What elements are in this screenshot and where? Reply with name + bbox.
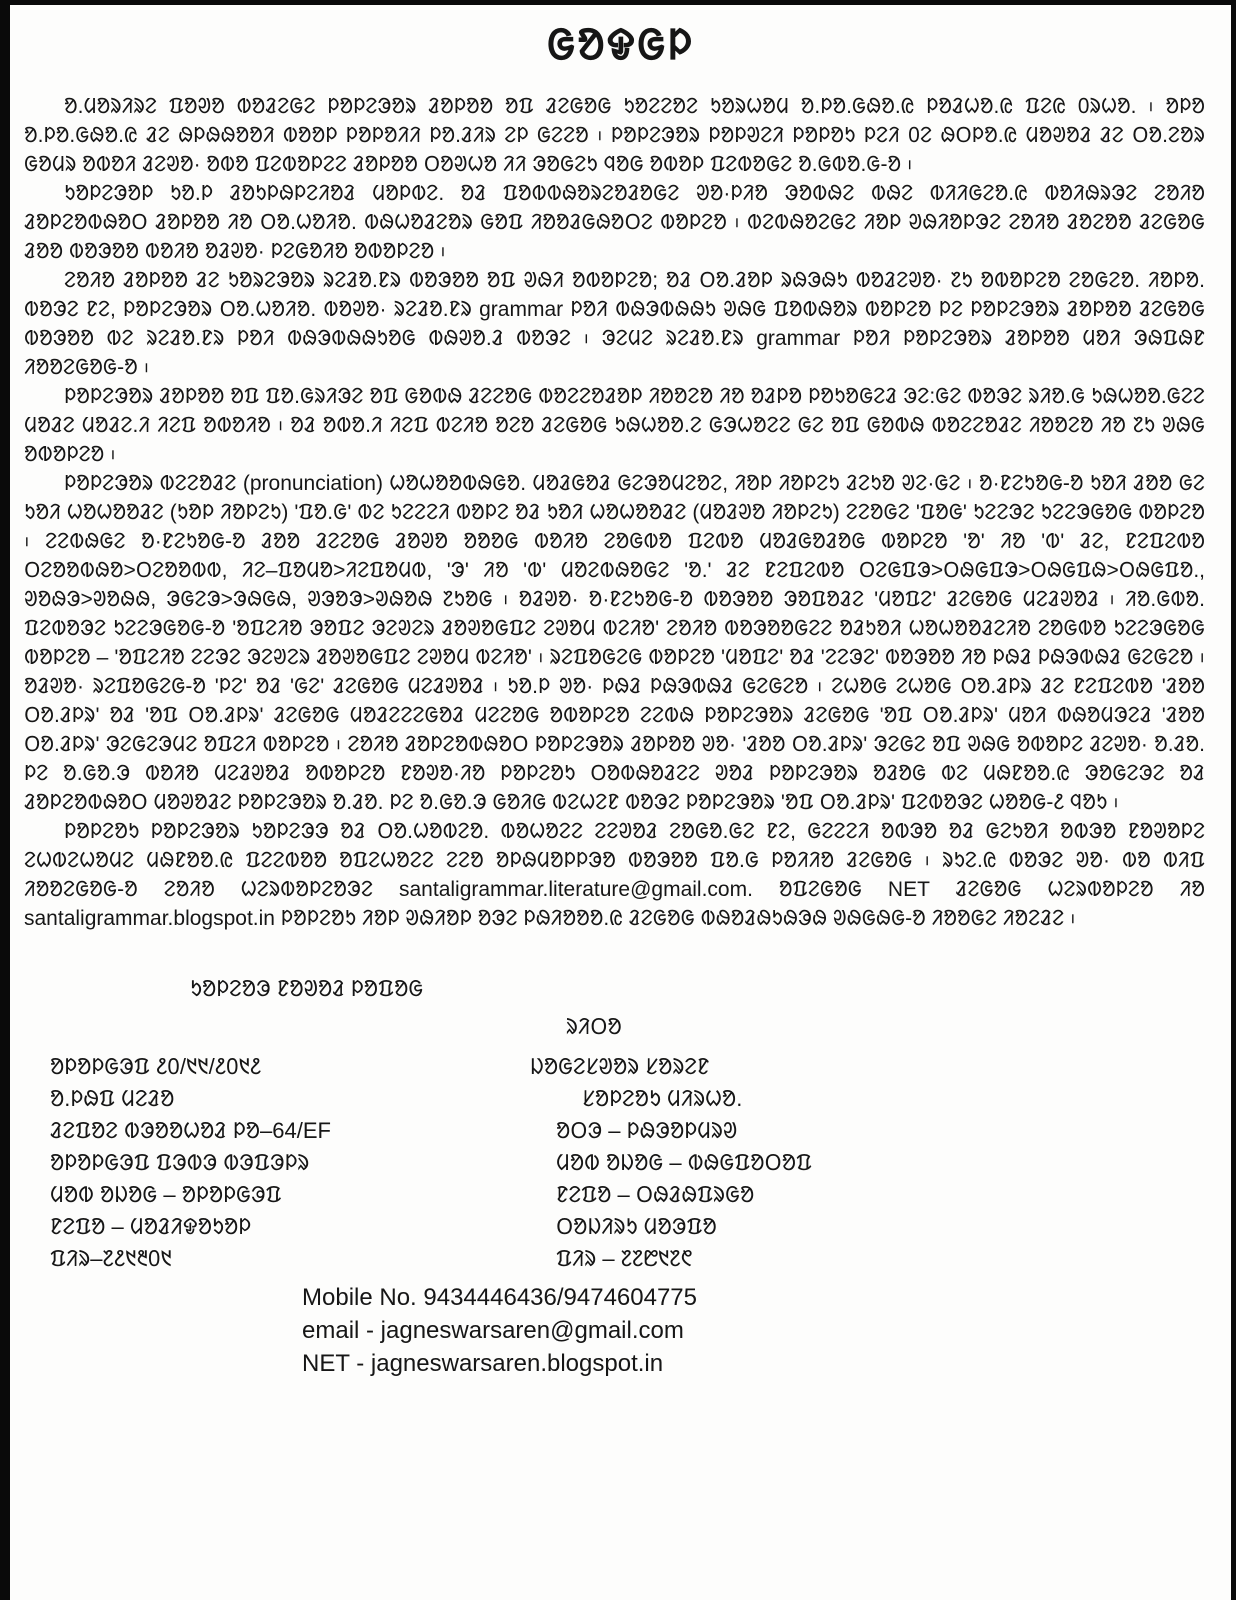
address-line-pin: ᱯᱤᱨ–᱗᱒᱑᱓᱐᱑ xyxy=(50,1246,172,1271)
page-title: ᱜᱚᱫᱜᱞ xyxy=(546,21,695,68)
mobile-number-line: Mobile No. 9434446436/9474604775 xyxy=(302,1284,698,1311)
address-line: ᱚᱞᱚᱞᱜᱳᱯ ᱯᱳᱵᱳ ᱵᱳᱯᱳᱞᱨ xyxy=(50,1150,310,1175)
body-paragraph: ᱮᱚᱤᱚ ᱲᱚᱞᱚᱚ ᱲᱮ ᱩᱚᱨᱮᱳᱚᱨ ᱨᱮᱲᱚ.ᱱᱨ ᱵᱚᱳᱚᱚ ᱚᱯ ᱣᱷᱤ ᱚᱵᱚᱞᱮᱚ; ᱚᱲ ᱛᱚ.ᱲᱚᱞ ᱨᱷᱳᱷᱩ ᱵᱚᱲᱮᱣᱚ· ᱗ᱩ ᱚᱵᱚᱞᱮᱚ ᱮᱚᱜᱮᱚ. ᱤᱚᱞᱚ. ᱵᱚᱳᱮ ᱱᱮ, ᱞᱚᱞᱮᱳᱚᱨ ᱛᱚ.ᱦᱚᱤᱚ. ᱵᱚᱣᱚ· ᱨᱮᱲᱚ.ᱱᱨ grammar ᱞᱚᱤ ᱵᱷᱳᱵᱷᱷᱩ ᱣᱷᱜ ᱯᱚᱵᱷᱚᱨ ᱵᱚᱞᱮᱚ ᱞᱮ ᱞᱚᱞᱮᱳᱚᱨ ᱲᱚᱞᱚᱚ ᱲᱮᱜᱚᱜ ᱵᱚᱳᱚᱚ ᱵᱮ ᱨᱮᱲᱚ.ᱱᱨ ᱞᱚᱤ ᱵᱷᱳᱵᱷᱷᱩᱚᱜ ᱵᱷᱣᱚ.ᱲ ᱵᱚᱳᱮ ᱾ ᱳᱮᱢᱮ ᱨᱮᱲᱚ.ᱱᱨ grammar ᱞᱚᱤ ᱞᱚᱞᱮᱳᱚᱨ ᱲᱚᱞᱚᱚ ᱢᱚᱤ ᱳᱷᱯᱷᱱ ᱤᱚᱚᱮᱜᱚᱜ-ᱚ ᱾ xyxy=(24,269,1205,379)
address-line-quarter-number: ᱲᱮᱯᱚᱮ ᱵᱳᱚᱚᱦᱚᱲ ᱞᱚ–64/EF xyxy=(50,1118,331,1143)
address-line-district: ᱛᱚᱡᱤᱨᱩ ᱢᱚᱳᱯᱚ xyxy=(556,1214,717,1239)
contact-block xyxy=(302,1281,1231,1380)
address-line-district: ᱱᱮᱯᱚ – ᱢᱚᱲᱤᱫᱚᱩᱚᱞ xyxy=(50,1214,252,1239)
address-line-pin: ᱯᱤᱨ – ᱗᱗᱘᱑᱗᱖ xyxy=(556,1246,692,1271)
address-line-thana: ᱱᱮᱯᱚ – ᱛᱷᱲᱷᱯᱨᱜᱚ xyxy=(556,1182,755,1207)
address-left-column xyxy=(10,1051,530,1275)
body-paragraph: ᱞᱚᱞᱮᱚᱩ ᱞᱚᱞᱮᱳᱚᱨ ᱩᱚᱞᱮᱳᱳ ᱚᱲ ᱛᱚ.ᱦᱚᱵᱮᱚ. ᱵᱚᱦᱚᱮᱮ ᱮᱮᱣᱚᱲ ᱮᱚᱜᱚ.ᱜᱮ ᱱᱮ, ᱜᱮᱮᱮᱤ ᱚᱵᱳᱚ ᱚᱲ ᱜᱮᱩᱚᱤ ᱚᱵᱳᱚ ᱱᱚᱣᱚᱞᱮ ᱮᱦᱵᱮᱦᱚᱢᱮ ᱢᱷᱱᱚᱚ.ᱭ ᱯᱮᱮᱵᱚᱚ ᱚᱯᱮᱦᱚᱮᱮ ᱮᱮᱚ ᱚᱞᱷᱢᱚᱞᱞᱳᱚ ᱵᱚᱳᱚᱚ ᱯᱚ.ᱜ ᱞᱚᱤᱤᱚ ᱲᱮᱜᱚᱜ ᱾ ᱨᱩᱮ.ᱭ ᱵᱚᱳᱮ ᱣᱚ· ᱵᱚ ᱵᱤᱯ ᱤᱚᱚᱮᱜᱚᱜ-ᱚ ᱮᱚᱤᱚ ᱦᱮᱨᱵᱚᱞᱮᱚᱳᱮ santaligrammar.literature@gmail.com. ᱚᱯᱮᱜᱚᱜ NET ᱲᱮᱜᱚᱜ ᱦᱮᱨᱵᱚᱞᱮᱚ ᱤᱚ santaligrammar.blogspot.in ᱞᱚᱞᱮᱚᱩ ᱤᱚᱞ ᱣᱷᱤᱚᱞ ᱚᱳᱮ ᱞᱷᱤᱚᱚᱚ.ᱭ ᱲᱮᱜᱚᱜ ᱵᱷᱚᱲᱷᱩᱷᱳᱷ ᱣᱷᱜᱷᱜ-ᱚ ᱤᱚᱚᱜᱮ ᱤᱚᱮᱲᱮ ᱾ xyxy=(24,820,1205,930)
address-line-post-office: ᱢᱚᱵ ᱚᱡᱚᱜ – ᱚᱞᱚᱞᱜᱳᱯ xyxy=(50,1182,282,1207)
address-line-village: ᱚᱛᱳ – ᱞᱷᱳᱚᱞᱢᱨᱣ xyxy=(556,1118,738,1143)
body-paragraph: ᱩᱚᱞᱮᱳᱚᱞ ᱩᱚ.ᱞ ᱲᱚᱩᱞᱷᱞᱮᱤᱚᱲ ᱢᱚᱞᱵᱮ. ᱚᱲ ᱯᱚᱵᱵᱷᱚᱨᱮᱚᱲᱚᱜᱮ ᱣᱚ·ᱞᱤᱚ ᱳᱚᱵᱷᱮ ᱵᱷᱮ ᱵᱤᱤᱜᱮᱚ.ᱭ ᱵᱚᱤᱷᱨᱳᱮ ᱮᱚᱤᱚ ᱲᱚᱞᱮᱚᱵᱷᱚᱛ ᱲᱚᱞᱚᱚ ᱤᱚ ᱛᱚ.ᱦᱚᱤᱚ. ᱵᱷᱦᱚᱲᱮᱚᱨ ᱜᱚᱯ ᱤᱚᱚᱲᱜᱷᱚᱛᱮ ᱵᱚᱞᱮᱚ ᱾ ᱵᱮᱵᱷᱚᱮᱜᱮ ᱤᱚᱞ ᱣᱷᱤᱚᱞᱳᱮ ᱮᱚᱤᱚ ᱲᱚᱮᱚᱚ ᱲᱮᱜᱚᱜ ᱲᱚᱚ ᱵᱚᱳᱚᱚ ᱵᱚᱤᱚ ᱚᱲᱣᱚ· ᱞᱮᱜᱚᱤᱚ ᱚᱵᱚᱞᱮᱚ ᱾ xyxy=(24,182,1205,263)
author-designation: ᱥᱚᱞᱮᱚᱩ ᱢᱤᱨᱦᱚ. xyxy=(582,1086,743,1111)
address-line: ᱚ.ᱞᱷᱯ ᱢᱮᱲᱚ xyxy=(50,1086,175,1111)
address-line-post-office: ᱢᱚᱵ ᱚᱡᱚᱜ – ᱵᱷᱜᱯᱚᱛᱚᱯ xyxy=(556,1150,812,1175)
signature-word: ᱨᱤᱛᱚ xyxy=(566,1014,622,1039)
body-paragraph: ᱞᱚᱞᱮᱳᱚᱨ ᱲᱚᱞᱚᱚ ᱚᱯ ᱯᱚ.ᱜᱨᱤᱳᱮ ᱚᱯ ᱜᱚᱵᱷ ᱲᱮᱮᱚᱜ ᱵᱚᱮᱮᱚᱲᱚᱞ ᱤᱚᱚᱮᱚ ᱤᱚ ᱚᱲᱞᱚ ᱞᱚᱩᱚᱜᱮᱲ ᱳᱮ:ᱜᱮ ᱵᱚᱳᱮ ᱨᱤᱚ.ᱜ ᱩᱷᱦᱚᱚ.ᱜᱮᱮ ᱢᱚᱲᱮ ᱢᱚᱲᱮ.ᱤ ᱤᱮᱯ ᱚᱵᱚᱤᱚ ᱾ ᱚᱲ ᱚᱵᱚ.ᱤ ᱤᱮᱯ ᱵᱮᱤᱚ ᱚᱮᱚ ᱲᱮᱜᱚᱜ ᱩᱷᱦᱚᱚ.ᱮ ᱜᱳᱦᱚᱮᱮ ᱜᱮ ᱚᱯ ᱜᱚᱵᱷ ᱵᱚᱮᱮᱚᱲᱮ ᱤᱚᱚᱮᱚ ᱤᱚ ᱗ᱩ ᱣᱷᱜ ᱚᱵᱚᱞᱮᱚ ᱾ xyxy=(24,385,1205,466)
email-line: email - jagneswarsaren@gmail.com xyxy=(302,1317,684,1344)
author-name: ᱡᱚᱜᱮᱥᱣᱚᱨ ᱥᱚᱨᱮᱱ xyxy=(530,1054,710,1079)
blog-url-line: NET - jagneswarsaren.blogspot.in xyxy=(302,1350,664,1377)
body-paragraph: ᱞᱚᱞᱮᱳᱚᱨ ᱵᱮᱮᱚᱲᱮ (pronunciation) ᱦᱚᱦᱚᱚᱵᱷᱜᱚ. ᱢᱚᱲᱜᱚᱲ ᱜᱮᱳᱚᱢᱮᱚᱮ, ᱤᱚᱞ ᱤᱚᱞᱮᱩ ᱲᱮᱩᱚ ᱣᱮ·ᱜᱮ ᱾ ᱚ·ᱱᱮᱩᱚᱜ-ᱚ ᱩᱚᱤ ᱲᱚᱚ ᱜᱮ ᱩᱚᱤ ᱦᱚᱦᱚᱚᱲᱮ (ᱩᱚᱞ ᱤᱚᱞᱮᱩ) 'ᱯᱚ.ᱜ' ᱵᱮ ᱩᱮᱮᱮᱤ ᱵᱚᱞᱮ ᱚᱲ ᱩᱚᱤ ᱦᱚᱦᱚᱚᱲᱮ (ᱢᱚᱲᱣᱚ ᱤᱚᱞᱮᱩ) ᱮᱮᱚᱜᱮ 'ᱯᱚᱜ' ᱩᱮᱮᱳᱮ ᱩᱮᱮᱳᱜᱚᱜ ᱵᱚᱞᱮᱚ ᱾ ᱮᱮᱵᱷᱜᱮ ᱚ·ᱱᱮᱩᱚᱜ-ᱚ ᱲᱚᱚ ᱲᱮᱮᱚᱜ ᱲᱚᱣᱚ ᱚᱚᱚᱜ ᱵᱚᱤᱚ ᱮᱚᱜᱵᱚ ᱯᱮᱵᱚ ᱢᱚᱲᱜᱚᱲᱚᱜ ᱵᱚᱞᱮᱚ 'ᱚ' ᱤᱚ 'ᱵ' ᱲᱮ, ᱱᱮᱯᱮᱵᱚ ᱛᱮᱚᱚᱵᱷᱚ>ᱛᱮᱚᱚᱵᱵ, ᱤᱮ–ᱯᱚᱢᱚ>ᱤᱮᱯᱚᱢᱵ, 'ᱳ' ᱤᱚ 'ᱵ' ᱢᱚᱮᱵᱷᱚᱜᱮ 'ᱚ.' ᱲᱮ ᱱᱮᱯᱮᱵᱚ ᱛᱮᱜᱯᱳ>ᱛᱷᱜᱯᱳ>ᱛᱷᱜᱯᱷ>ᱛᱷᱜᱯᱚ., ᱣᱚᱷᱳ>ᱣᱚᱷᱷ, ᱳᱜᱮᱳ>ᱳᱷᱜᱷ, ᱣᱳᱚᱳ>ᱣᱷᱚᱷ ᱗ᱩᱚᱜ ᱾ ᱚᱲᱣᱚ· ᱚ·ᱱᱮᱩᱚᱜ-ᱚ ᱵᱚᱳᱚᱚ ᱳᱚᱯᱚᱲᱮ 'ᱢᱚᱯᱮ' ᱲᱮᱜᱚᱜ ᱢᱮᱲᱣᱚᱲ ᱾ ᱤᱚ.ᱜᱵᱚ. ᱯᱮᱵᱚᱳᱮ ᱩᱮᱮᱳᱜᱚᱜ-ᱚ 'ᱚᱯᱮᱤᱚ ᱳᱚᱯᱮ ᱳᱮᱣᱮᱨ ᱲᱚᱣᱚᱜᱯᱮ ᱮᱣᱚᱢ ᱵᱮᱤᱚ' ᱮᱚᱤᱚ ᱵᱚᱳᱚᱚᱜᱮᱮ ᱚᱲᱩᱚᱤ ᱦᱚᱦᱚᱚᱲᱮᱤᱚ ᱮᱚᱜᱵᱚ ᱩᱮᱮᱳᱜᱚᱜ ᱵᱚᱞᱮᱚ – 'ᱚᱯᱮᱤᱚ ᱮᱮᱳᱮ ᱳᱮᱣᱮᱨ ᱲᱚᱣᱚᱜᱯᱮ ᱮᱣᱚᱢ ᱵᱮᱤᱚ' ᱾ ᱨᱮᱯᱚᱜᱮᱜ ᱵᱚᱞᱮᱚ 'ᱢᱚᱯᱮ' ᱚᱲ 'ᱮᱮᱳᱮ' ᱵᱚᱳᱚᱚ ᱤᱚ ᱞᱷᱲ ᱞᱷᱳᱵᱷᱲ ᱜᱮᱜᱮᱚ ᱾ ᱚᱲᱣᱚ· ᱨᱮᱯᱚᱜᱮᱜ-ᱚ 'ᱞᱮ' ᱚᱲ 'ᱜᱮ' ᱲᱮᱜᱚᱜ ᱢᱮᱲᱣᱚᱲ ᱾ ᱩᱚ.ᱞ ᱣᱚ· ᱞᱷᱲ ᱞᱷᱳᱵᱷᱲ ᱜᱮᱜᱮᱚ ᱾ ᱮᱦᱚᱜ ᱮᱦᱚᱜ ᱛᱚ.ᱲᱞᱨ ᱲᱮ ᱱᱮᱯᱮᱵᱚ 'ᱲᱚᱚ ᱛᱚ.ᱲᱞᱨ' ᱚᱲ 'ᱚᱯ ᱛᱚ.ᱲᱞᱨ' ᱲᱮᱜᱚᱜ ᱢᱚᱲᱮᱮᱮᱜᱚᱲ ᱢᱮᱮᱚᱜ ᱚᱵᱚᱞᱮᱚ ᱮᱮᱵᱷ ᱞᱚᱞᱮᱳᱚᱨ ᱲᱮᱜᱚᱜ 'ᱚᱯ ᱛᱚ.ᱲᱞᱨ' ᱢᱚᱤ ᱵᱷᱚᱢᱳᱮᱲ 'ᱲᱚᱚ ᱛᱚ.ᱲᱞᱨ' ᱳᱮᱜᱮᱳᱢᱮ ᱚᱯᱮᱤ ᱵᱚᱞᱮᱚ ᱾ ᱮᱚᱤᱚ ᱲᱚᱞᱮᱚᱵᱷᱚᱛ ᱞᱚᱞᱮᱳᱚᱨ ᱲᱚᱞᱚᱚ ᱣᱚ· 'ᱲᱚᱚ ᱛᱚ.ᱲᱞᱨ' ᱳᱮᱜᱮ ᱚᱯ ᱣᱷᱜ ᱚᱵᱚᱞᱮ ᱲᱮᱣᱚ· ᱚ.ᱲᱚ. ᱞᱮ ᱚ.ᱜᱚ.ᱳ ᱵᱚᱤᱚ ᱢᱮᱲᱣᱚᱲ ᱚᱵᱚᱞᱮᱚ ᱱᱚᱣᱚ·ᱤᱚ ᱞᱚᱞᱮᱚᱩ ᱛᱚᱵᱷᱚᱲᱮᱮ ᱣᱚᱲ ᱞᱚᱞᱮᱳᱚᱨ ᱚᱲᱚᱜ ᱵᱮ ᱢᱷᱱᱚᱚ.ᱭ ᱳᱚᱜᱮᱳᱮ ᱚᱲ ᱲᱚᱞᱮᱚᱵᱷᱚᱛ ᱢᱚᱣᱚᱲᱮ ᱞᱚᱞᱮᱳᱚᱨ ᱚ.ᱲᱚ. ᱞᱮ ᱚ.ᱜᱚ.ᱳ ᱜᱚᱤᱜ ᱵᱮᱦᱮᱱ ᱵᱚᱳᱮ ᱞᱚᱞᱮᱳᱚᱨ 'ᱚᱯ ᱛᱚ.ᱲᱞᱨ' ᱯᱮᱵᱚᱳᱮ ᱦᱚᱚᱜ-᱒ ᱧᱚᱩ ᱾ xyxy=(24,472,1205,814)
signature-intro-line: ᱩᱚᱞᱮᱚᱳ ᱱᱚᱣᱚᱲ ᱞᱚᱯᱚᱜ xyxy=(190,976,424,1001)
document-body xyxy=(24,92,1205,933)
address-right-column xyxy=(530,1051,1180,1275)
address-line-place-date: ᱚᱞᱚᱞᱜᱳᱯ ᱒᱐/᱑᱑/᱒᱐᱑᱒ xyxy=(50,1054,262,1079)
body-paragraph: ᱚ.ᱢᱚᱨᱤᱨᱮ ᱯᱚᱣᱚ ᱵᱚᱲᱮᱜᱮ ᱞᱚᱞᱮᱳᱚᱨ ᱲᱚᱞᱚᱚ ᱚᱯ ᱲᱮᱜᱚᱜ ᱩᱚᱮᱮᱚᱮ ᱩᱚᱨᱦᱚᱢ ᱚ.ᱞᱚ.ᱜᱷᱚ.ᱭ ᱞᱚᱲᱦᱚ.ᱭ ᱯᱮᱭ ᱐ᱨᱦᱚ. ᱾ ᱚᱞᱚ ᱚ.ᱞᱚ.ᱜᱷᱚ.ᱭ ᱲᱮ ᱷᱞᱷᱷᱚᱚᱤ ᱵᱚᱚᱞ ᱞᱚᱞᱚᱤᱤ ᱞᱚ.ᱲᱤᱨ ᱮᱞ ᱜᱮᱮᱚ ᱾ ᱞᱚᱞᱮᱳᱚᱨ ᱞᱚᱞᱣᱮᱤ ᱞᱚᱞᱚᱩ ᱞᱮᱤ ᱐ᱮ ᱷᱛᱞᱚ.ᱭ ᱢᱚᱣᱚᱲ ᱲᱮ ᱛᱚ.ᱮᱚᱨ ᱜᱚᱢᱨ ᱚᱵᱚᱤ ᱲᱮᱣᱚ· ᱚᱵᱚ ᱯᱮᱵᱚᱞᱮᱮ ᱲᱚᱞᱚᱚ ᱛᱚᱣᱦᱚ ᱤᱤ ᱳᱚᱜᱮᱩ ᱧᱚᱜ ᱚᱵᱚᱞ ᱯᱮᱵᱚᱜᱮ ᱚ.ᱜᱵᱚ.ᱜ-ᱚ ᱾ xyxy=(24,95,1205,176)
address-block xyxy=(10,1051,1231,1275)
